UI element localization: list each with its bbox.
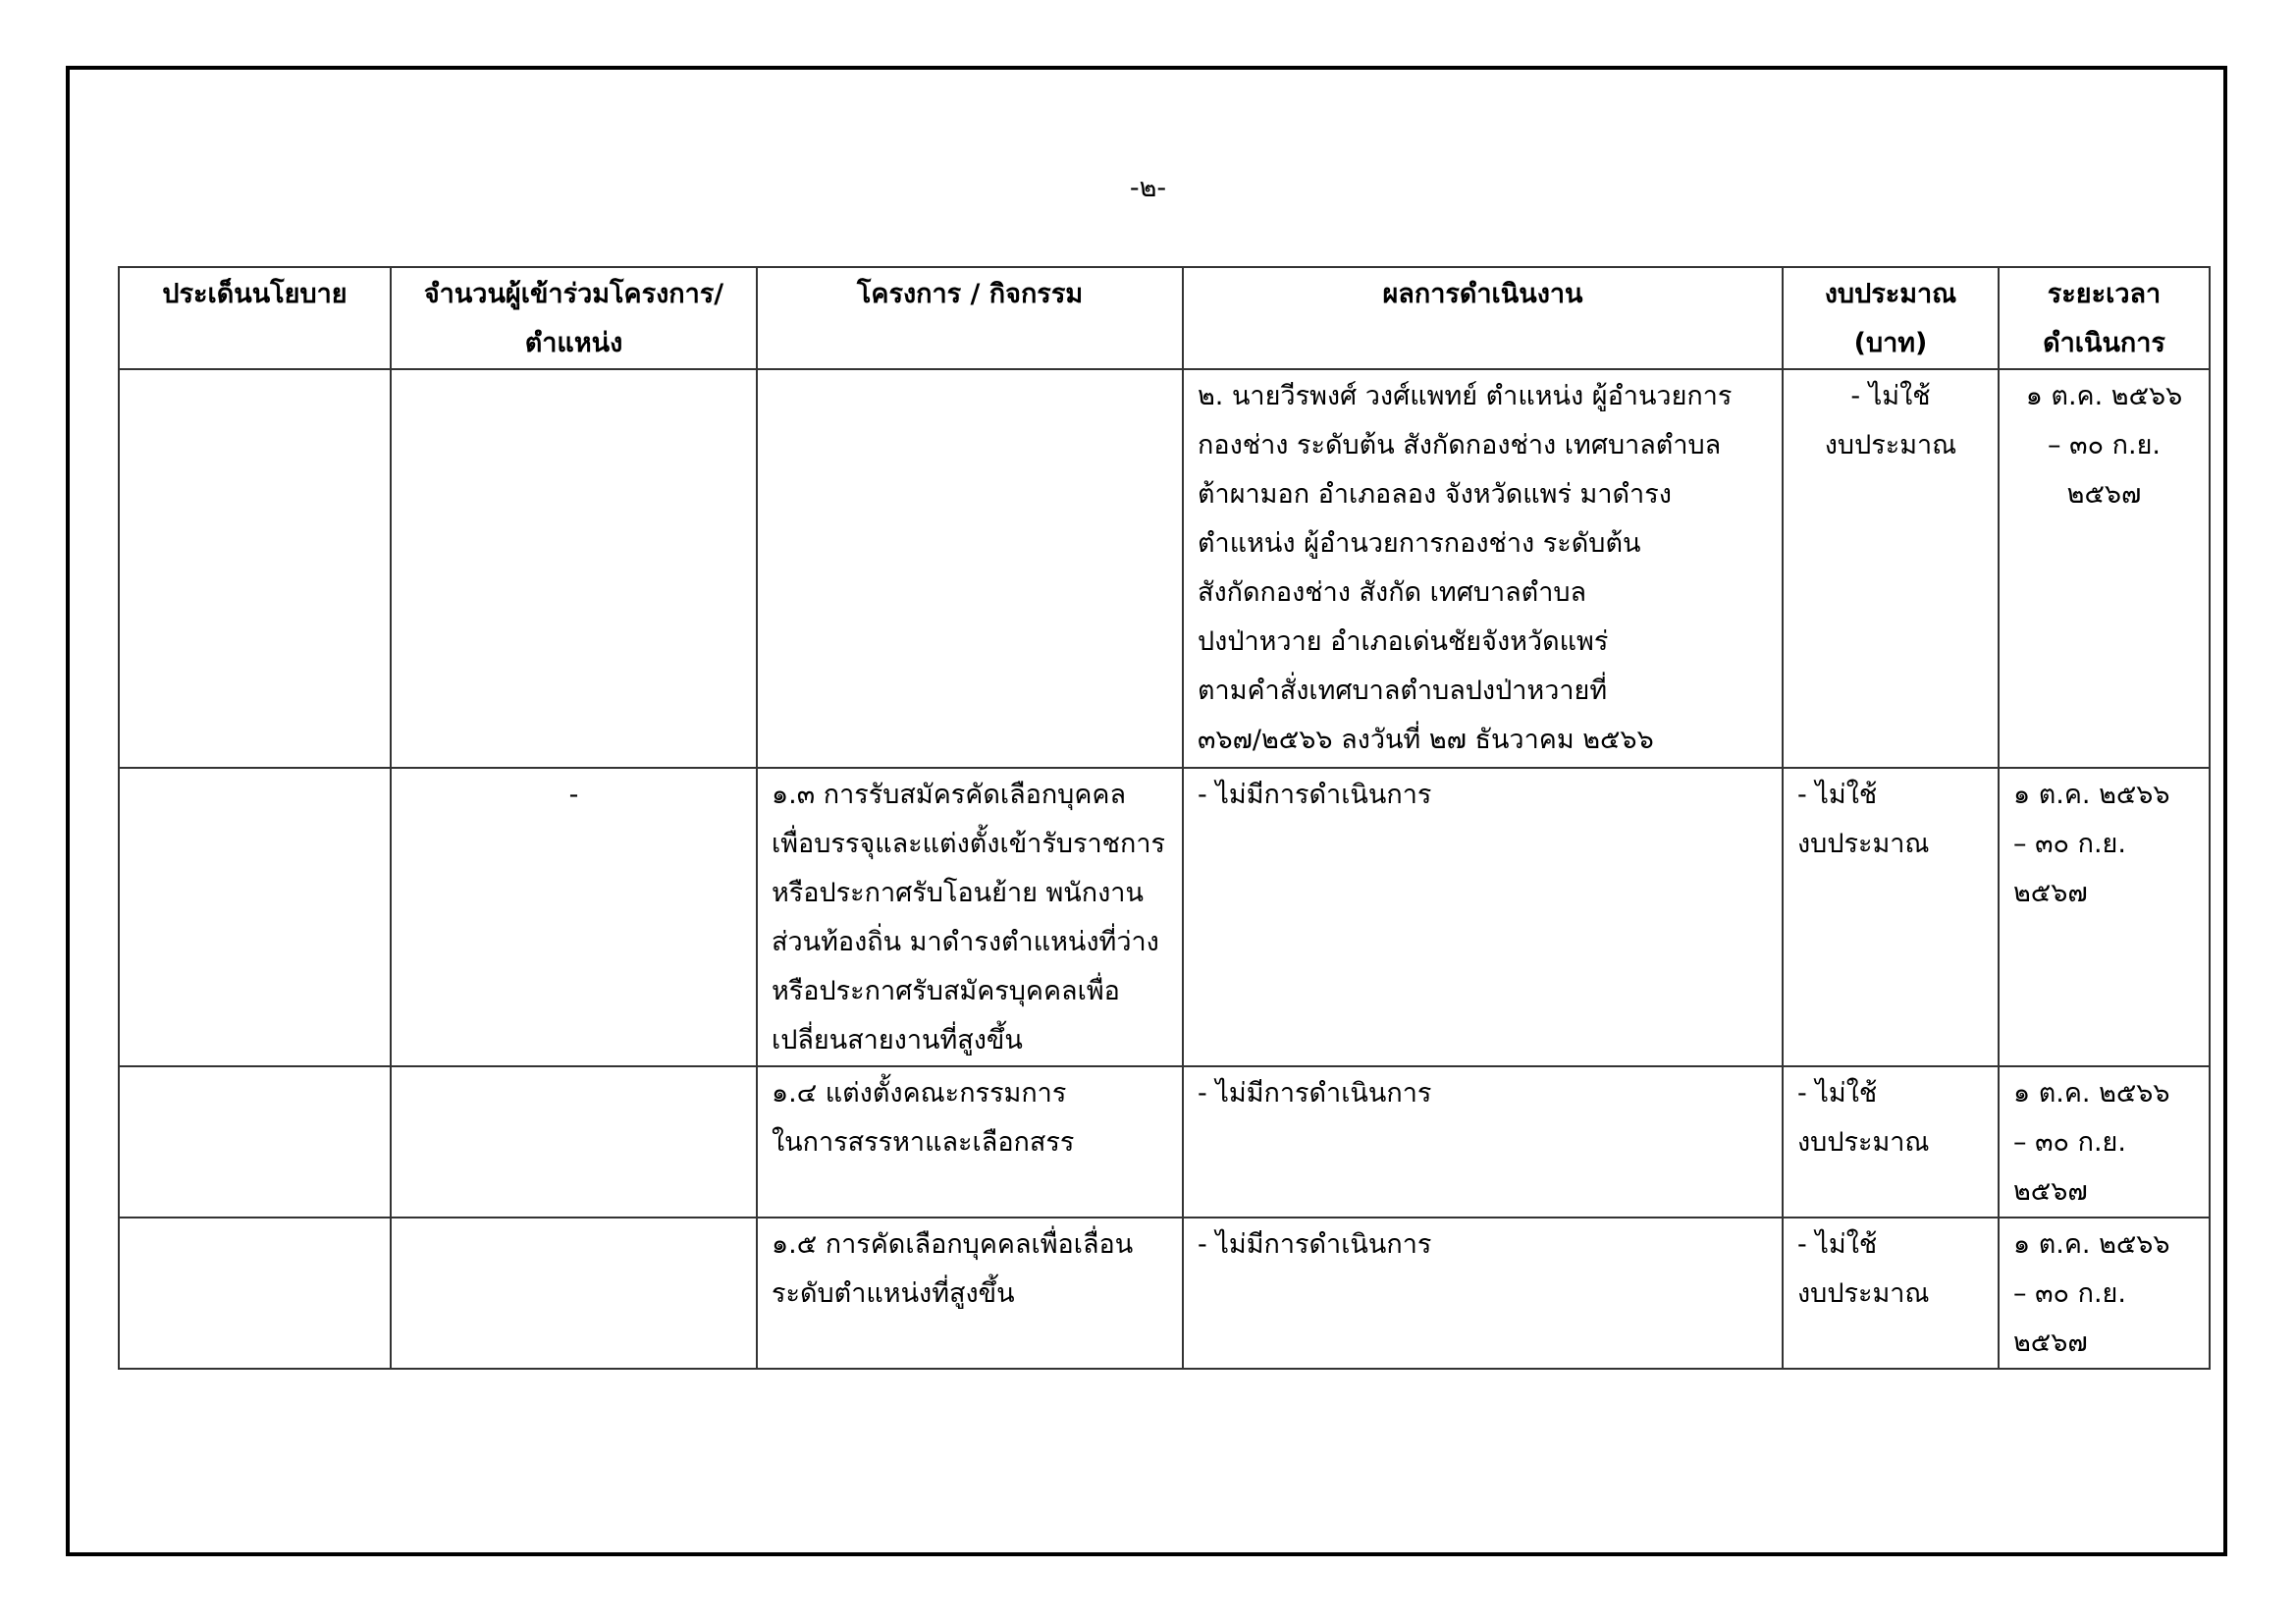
cell-policy (119, 369, 391, 768)
cell-policy (119, 768, 391, 1066)
project-line: หรือประกาศรับสมัครบุคคลเพื่อ (772, 976, 1120, 1006)
result-line: ตำแหน่ง ผู้อำนวยการกองช่าง ระดับต้น (1198, 528, 1641, 559)
cell-participants (391, 1066, 757, 1218)
cell-participants (391, 369, 757, 768)
table-row (119, 1066, 2210, 1218)
result-line: ปงป่าหวาย อำเภอเด่นชัยจังหวัดแพร่ (1198, 626, 1609, 657)
period-line: – ๓๐ ก.ย. (2048, 430, 2161, 460)
period-line: ๑ ต.ค. ๒๕๖๖ (2013, 1078, 2170, 1109)
table-row (119, 1218, 2210, 1369)
header-budget-line-1: งบประมาณ (1824, 279, 1957, 309)
cell-project (757, 369, 1183, 768)
period-line: ๒๕๖๗ (2013, 1327, 2088, 1358)
cell-project (757, 768, 1183, 1066)
cell-policy (119, 1066, 391, 1218)
period-line: ๑ ต.ค. ๒๕๖๖ (2013, 1229, 2170, 1260)
header-result-label: ผลการดำเนินงาน (1382, 279, 1583, 309)
cell-period (1999, 369, 2210, 768)
header-participants-line-1: จำนวนผู้เข้าร่วมโครงการ/ (423, 279, 724, 309)
header-policy (119, 267, 391, 369)
project-line: หรือประกาศรับโอนย้าย พนักงาน (772, 878, 1144, 908)
cell-result (1183, 768, 1783, 1066)
table-row (119, 768, 2210, 1066)
project-line: เปลี่ยนสายงานที่สูงขึ้น (772, 1025, 1023, 1056)
cell-policy (119, 1218, 391, 1369)
cell-period (1999, 768, 2210, 1066)
budget-line: งบประมาณ (1797, 1127, 1930, 1158)
cell-budget (1783, 768, 1999, 1066)
period-line: ๒๕๖๗ (2013, 1176, 2088, 1207)
budget-line: - ไม่ใช้ (1850, 381, 1931, 411)
budget-line: งบประมาณ (1797, 829, 1930, 859)
result-line: ตามคำสั่งเทศบาลตำบลปงป่าหวายที่ (1198, 676, 1608, 706)
header-period-line-2: ดำเนินการ (2043, 328, 2165, 358)
header-project-label: โครงการ / กิจกรรม (856, 279, 1084, 309)
header-period-line-1: ระยะเวลา (2047, 279, 2162, 309)
table-row (119, 369, 2210, 768)
result-line: - ไม่มีการดำเนินการ (1198, 1229, 1432, 1260)
header-budget (1783, 267, 1999, 369)
header-participants (391, 267, 757, 369)
budget-line: งบประมาณ (1797, 1278, 1930, 1309)
cell-budget (1783, 1066, 1999, 1218)
result-line: - ไม่มีการดำเนินการ (1198, 1078, 1432, 1109)
result-line: ๒. นายวีรพงศ์ วงศ์แพทย์ ตำแหน่ง ผู้อำนวยการ (1198, 381, 1733, 411)
budget-line: - ไม่ใช้ (1797, 1078, 1878, 1109)
project-line: ๑.๕ การคัดเลือกบุคคลเพื่อเลื่อน (772, 1229, 1134, 1260)
page-number: -๒- (1129, 173, 1167, 203)
project-line: ๑.๓ การรับสมัครคัดเลือกบุคคล (772, 780, 1126, 810)
cell-project (757, 1218, 1183, 1369)
result-line: ต้าผามอก อำเภอลอง จังหวัดแพร่ มาดำรง (1198, 479, 1672, 510)
header-period (1999, 267, 2210, 369)
period-line: – ๓๐ ก.ย. (2013, 1127, 2126, 1158)
budget-line: - ไม่ใช้ (1797, 1229, 1878, 1260)
project-line: ส่วนท้องถิ่น มาดำรงตำแหน่งที่ว่าง (772, 927, 1159, 957)
cell-period (1999, 1218, 2210, 1369)
cell-result (1183, 1066, 1783, 1218)
header-result (1183, 267, 1783, 369)
period-line: ๑ ต.ค. ๒๕๖๖ (2013, 780, 2170, 810)
result-line: สังกัดกองช่าง สังกัด เทศบาลตำบล (1198, 577, 1587, 608)
result-line: - ไม่มีการดำเนินการ (1198, 780, 1432, 810)
cell-budget (1783, 369, 1999, 768)
header-project (757, 267, 1183, 369)
project-line: ระดับตำแหน่งที่สูงขึ้น (772, 1278, 1015, 1309)
result-line: ๓๖๗/๒๕๖๖ ลงวันที่ ๒๗ ธันวาคม ๒๕๖๖ (1198, 725, 1654, 755)
budget-line: - ไม่ใช้ (1797, 780, 1878, 810)
policy-table (118, 266, 2211, 1370)
cell-participants: - (391, 768, 757, 1066)
result-line: กองช่าง ระดับต้น สังกัดกองช่าง เทศบาลตำบล (1198, 430, 1722, 460)
period-line: – ๓๐ ก.ย. (2013, 1278, 2126, 1309)
cell-period (1999, 1066, 2210, 1218)
cell-result (1183, 369, 1783, 768)
period-line: ๑ ต.ค. ๒๕๖๖ (2025, 381, 2183, 411)
header-policy-label: ประเด็นนโยบาย (162, 279, 347, 309)
header-budget-line-2: (บาท) (1853, 328, 1928, 358)
cell-project (757, 1066, 1183, 1218)
project-line: เพื่อบรรจุและแต่งตั้งเข้ารับราชการ (772, 829, 1165, 859)
period-line: ๒๕๖๗ (2013, 878, 2088, 908)
cell-participants (391, 1218, 757, 1369)
cell-result (1183, 1218, 1783, 1369)
project-line: ๑.๔ แต่งตั้งคณะกรรมการ (772, 1078, 1067, 1109)
header-participants-line-2: ตำแหน่ง (524, 328, 623, 358)
cell-budget (1783, 1218, 1999, 1369)
table-header-row (119, 267, 2210, 369)
period-line: ๒๕๖๗ (2066, 479, 2142, 510)
period-line: – ๓๐ ก.ย. (2013, 829, 2126, 859)
budget-line: งบประมาณ (1824, 430, 1957, 460)
project-line: ในการสรรหาและเลือกสรร (772, 1127, 1075, 1158)
